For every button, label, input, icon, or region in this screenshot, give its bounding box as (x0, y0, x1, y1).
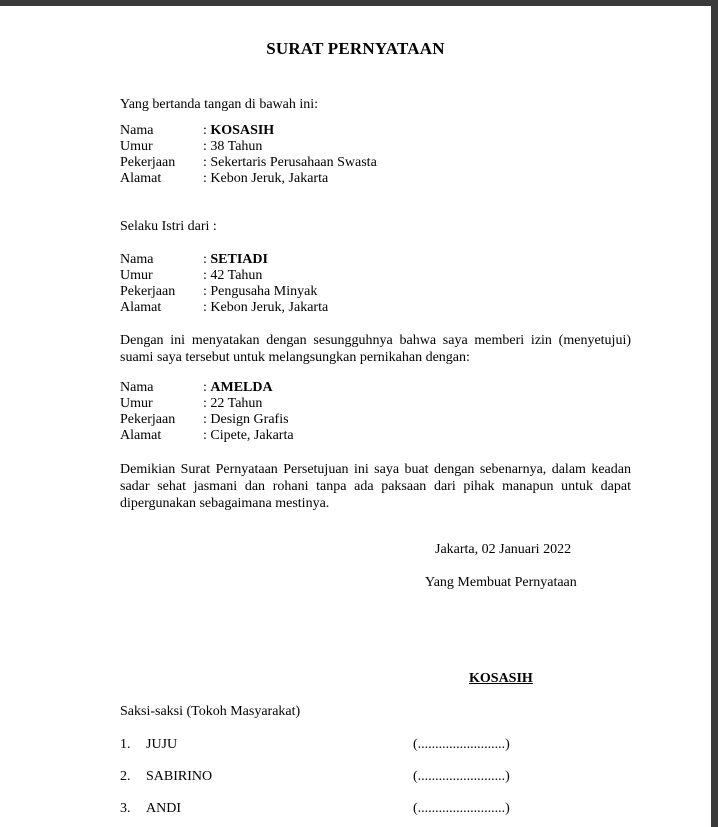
witness-name: SABIRINO (146, 769, 213, 784)
label-nama: Nama (120, 380, 154, 395)
label-nama: Nama (120, 123, 154, 138)
witness-name: ANDI (146, 801, 181, 816)
label-alamat: Alamat (120, 171, 162, 186)
witness-signature-line: (.........................) (413, 769, 510, 784)
signer-name: KOSASIH (469, 671, 533, 686)
declarant-pekerjaan: : Sekertaris Perusahaan Swasta (203, 155, 377, 170)
closing-paragraph: Demikian Surat Pernyataan Persetujuan ini saya buat dengan sebenarnya, dalam keadan sadar sehat jasmani dan rohani tanpa ada paksaan dari pihak manapun untuk dapat dipergunakan sebagaimana mestinya. (120, 462, 631, 511)
label-alamat: Alamat (120, 300, 162, 315)
declarant-umur: : 38 Tahun (203, 139, 263, 154)
place-date: Jakarta, 02 Januari 2022 (435, 542, 572, 557)
spouse-heading: Selaku Istri dari : (120, 219, 217, 234)
witness-number: 1. (120, 737, 131, 752)
declarant-alamat: : Kebon Jeruk, Jakarta (203, 171, 329, 186)
viewer-right-strip (711, 0, 718, 827)
spouse-pekerjaan: : Pengusaha Minyak (203, 284, 318, 299)
bride-pekerjaan: : Design Grafis (203, 412, 289, 427)
label-pekerjaan: Pekerjaan (120, 155, 176, 170)
witness-signature-line: (.........................) (413, 737, 510, 752)
bride-nama: : AMELDA (203, 380, 273, 395)
label-pekerjaan: Pekerjaan (120, 412, 176, 427)
signer-caption: Yang Membuat Pernyataan (425, 575, 577, 590)
document-page (0, 6, 711, 827)
intro-text: Yang bertanda tangan di bawah ini: (120, 97, 319, 112)
witness-number: 3. (120, 801, 131, 816)
witness-heading: Saksi-saksi (Tokoh Masyarakat) (120, 704, 301, 719)
bride-umur: : 22 Tahun (203, 396, 263, 411)
label-pekerjaan: Pekerjaan (120, 284, 176, 299)
spouse-alamat: : Kebon Jeruk, Jakarta (203, 300, 329, 315)
label-umur: Umur (120, 396, 153, 411)
bride-alamat: : Cipete, Jakarta (203, 428, 294, 443)
witness-number: 2. (120, 769, 131, 784)
label-umur: Umur (120, 268, 153, 283)
spouse-nama: : SETIADI (203, 252, 268, 267)
statement-paragraph: Dengan ini menyatakan dengan sesungguhnya bahwa saya memberi izin (menyetujui) suami saya tersebut untuk melangsungkan pernikahan dengan: (120, 333, 631, 365)
declarant-nama: : KOSASIH (203, 123, 275, 138)
document-title: SURAT PERNYATAAN (266, 39, 445, 58)
witness-name: JUJU (146, 737, 178, 752)
witness-signature-line: (.........................) (413, 801, 510, 816)
spouse-umur: : 42 Tahun (203, 268, 263, 283)
label-alamat: Alamat (120, 428, 162, 443)
label-nama: Nama (120, 252, 154, 267)
label-umur: Umur (120, 139, 153, 154)
